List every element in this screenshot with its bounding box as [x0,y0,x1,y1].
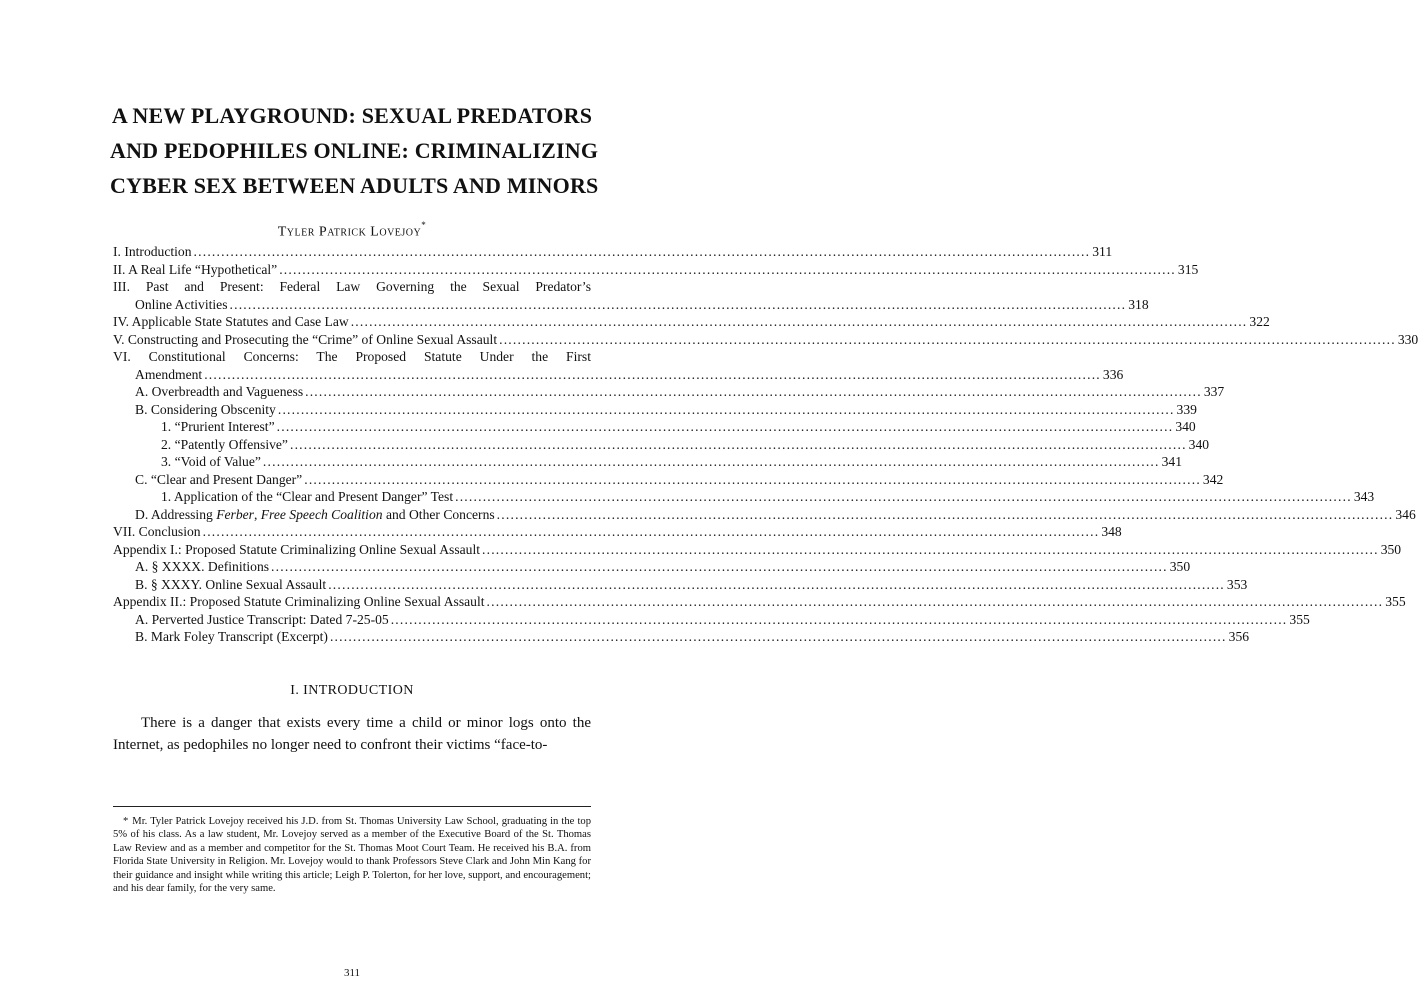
article-title [110,98,599,203]
toc-entry: 2. “Patently Offensive” ..... 340 [113,437,591,455]
footnote-mark: * [123,816,129,827]
author-name: Tyler Patrick Lovejoy [277,224,422,240]
toc-entry: B. Considering Obscenity ..... 339 [113,402,591,420]
footnote-divider [113,806,591,807]
toc-entry: V. Constructing and Prosecuting the “Crime” of Online Sexual Assault ..... 330 [113,332,591,350]
toc-entry: D. Addressing Ferber, Free Speech Coalition and Other Concerns ..... 346 [113,507,591,525]
title-line-1: A NEW PLAYGROUND: SEXUAL PREDATORS [111,103,593,128]
toc-entry: II. A Real Life “Hypothetical” ..... 315 [113,262,591,280]
title-line-3: CYBER SEX BETWEEN ADULTS AND MINORS [110,173,599,198]
toc-entry: VII. Conclusion ..... 348 [113,524,591,542]
footnote-text: Mr. Tyler Patrick Lovejoy received his J.D. from St. Thomas University Law School, graduating in the top 5% of his class. As a law student, Mr. Lovejoy served as a member of the Executive Board of the St. Thomas Law Review and as a member and competitor for the St. Thomas Moot Court Team. He received his B.A. from Florida State University in Religion. Mr. Lovejoy would to thank Professors Steve Clark and John Min Kang for their guidance and insight while writing this article; Leigh P. Tolerton, for her love, support, and encouragement; and his dear family, for the very same. [113,816,591,895]
toc-entry: Amendment ..... 336 [113,367,591,385]
toc-entry: 1. Application of the “Clear and Present Danger” Test ..... 343 [113,489,591,507]
author-footnote-mark: * [421,220,427,230]
title-line-2: AND PEDOPHILES ONLINE: CRIMINALIZING [110,138,599,163]
toc-entry: A. § XXXX. Definitions ..... 350 [113,559,591,577]
toc-entry: B. Mark Foley Transcript (Excerpt) ..... 356 [113,629,591,647]
body-paragraph: There is a danger that exists every time a child or minor logs onto the Internet, as pedophiles no longer need to confront their victims “face-to- [113,715,591,753]
body-text [113,712,591,756]
toc-entry: IV. Applicable State Statutes and Case Law ..... 322 [113,314,591,332]
table-of-contents [113,244,1418,647]
toc-entry: 1. “Prurient Interest” ..... 340 [113,419,591,437]
toc-entry: VI. Constitutional Concerns: The Proposed Statute Under the First [113,349,591,364]
page-number: 311 [343,967,361,979]
footnote [113,815,591,895]
author-line [110,222,594,241]
toc-entry: B. § XXXY. Online Sexual Assault ..... 353 [113,577,591,595]
toc-entry: C. “Clear and Present Danger” ..... 342 [113,472,591,490]
toc-entry: Appendix I.: Proposed Statute Criminalizing Online Sexual Assault ..... 350 [113,542,591,560]
toc-entry: 3. “Void of Value” ..... 341 [113,454,591,472]
toc-entry: A. Perverted Justice Transcript: Dated 7-25-05 ..... 355 [113,612,591,630]
section-heading: I. INTRODUCTION [290,683,414,698]
toc-entry: III. Past and Present: Federal Law Governing the Sexual Predator’s [113,279,591,294]
toc-entry: A. Overbreadth and Vagueness ..... 337 [113,384,591,402]
toc-entry: I. Introduction ..... 311 [113,244,591,262]
toc-entry: Online Activities ..... 318 [113,297,591,315]
toc-entry: Appendix II.: Proposed Statute Criminalizing Online Sexual Assault ..... 355 [113,594,591,612]
